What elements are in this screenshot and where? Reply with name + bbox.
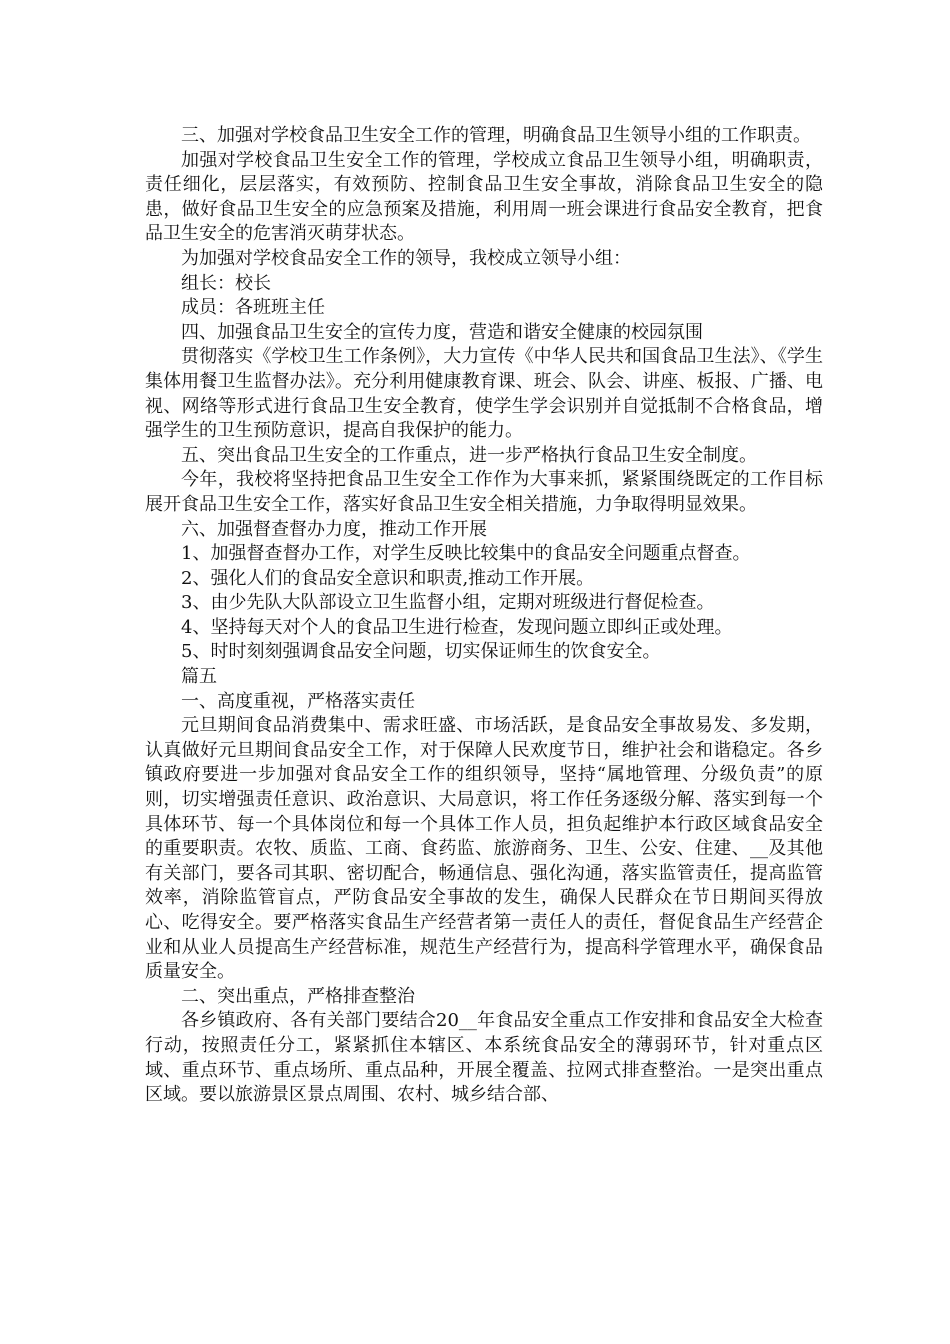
paragraph-section-3-heading: 三、加强对学校食品卫生安全工作的管理，明确食品卫生领导小组的工作职责。 [181,125,811,146]
paragraph-section-1-heading: 一、高度重视，严格落实责任 [181,690,415,712]
list-item: 1、加强督查督办工作，对学生反映比较集中的食品安全问题重点督查。 [181,543,751,565]
paragraph: 元旦期间食品消费集中、需求旺盛、市场活跃，是食品安全事故易发、多发期，认真做好元旦期间食品安全工作，对于保障人民欢度节日，维护社会和谐稳定。各乡镇政府要进一步加强对食品安全工作的组织领导，坚持“属地管理、分级负责”的原则，切实增强责任意识、政治意识、大局意识，将工作任务逐级分解、落实到每一个具体环节、每一个具体岗位和每一个具体工作人员，担负起维护本行政区域食品安全的重要职责。农牧、质监、工商、食药监、旅游商务、卫生、公安、住建、__及其他有关部门，要各司其职、密切配合，畅通信息、强化沟通，落实监管责任，提高监管效率，消除监管盲点，严防食品安全事故的发生，确保人民群众在节日期间买得放心、吃得安全。要严格落实食品生产经营者第一责任人的责任，督促食品生产经营企业和从业人员提高生产经营标准，规范生产经营行为，提高科学管理水平，确保食品质量安全。 [145,715,823,983]
paragraph-section-6-heading: 六、加强督查督办力度，推动工作开展 [181,518,487,540]
paragraph-section-2-heading: 二、突出重点，严格排查整治 [181,985,415,1007]
list-item: 3、由少先队大队部设立卫生监督小组，定期对班级进行督促检查。 [181,592,715,614]
document-body [145,124,823,1108]
paragraph: 贯彻落实《学校卫生工作条例》，大力宣传《中华人民共和国食品卫生法》、《学生集体用餐卫生监督办法》。充分利用健康教育课、班会、队会、讲座、板报、广播、电视、网络等形式进行食品卫生安全教育，使学生学会识别并自觉抵制不合格食品，增强学生的卫生预防意识，提高自我保护的能力。 [145,346,823,442]
paragraph: 各乡镇政府、各有关部门要结合20__年食品安全重点工作安排和食品安全大检查行动，按照责任分工，紧紧抓住本辖区、本系统食品安全的薄弱环节，针对重点区域、重点环节、重点场所、重点品种，开展全覆盖、拉网式排查整治。一是突出重点区域。要以旅游景区景点周围、农村、城乡结合部、 [145,1010,823,1106]
list-item: 4、坚持每天对个人的食品卫生进行检查，发现问题立即纠正或处理。 [181,616,733,638]
paragraph: 为加强对学校食品安全工作的领导，我校成立领导小组： [181,247,631,269]
chapter-heading: 篇五 [181,666,217,688]
paragraph-team-members: 成员：各班班主任 [181,297,325,319]
paragraph-section-4-heading: 四、加强食品卫生安全的宣传力度，营造和谐安全健康的校园氛围 [181,321,703,343]
paragraph: 今年，我校将坚持把食品卫生安全工作作为大事来抓，紧紧围绕既定的工作目标展开食品卫生安全工作，落实好食品卫生安全相关措施，力争取得明显效果。 [145,469,823,515]
list-item: 2、强化人们的食品安全意识和职责,推动工作开展。 [181,567,595,589]
paragraph-section-5-heading: 五、突出食品卫生安全的工作重点，进一步严格执行食品卫生安全制度。 [181,444,757,466]
list-item: 5、时时刻刻强调食品安全问题，切实保证师生的饮食安全。 [181,641,661,663]
paragraph-team-leader: 组长：校长 [181,272,271,294]
paragraph: 加强对学校食品卫生安全工作的管理，学校成立食品卫生领导小组，明确职责，责任细化，层层落实，有效预防、控制食品卫生安全事故，消除食品卫生安全的隐患，做好食品卫生安全的应急预案及措施，利用周一班会课进行食品安全教育，把食品卫生安全的危害消灭萌芽状态。 [145,149,823,245]
